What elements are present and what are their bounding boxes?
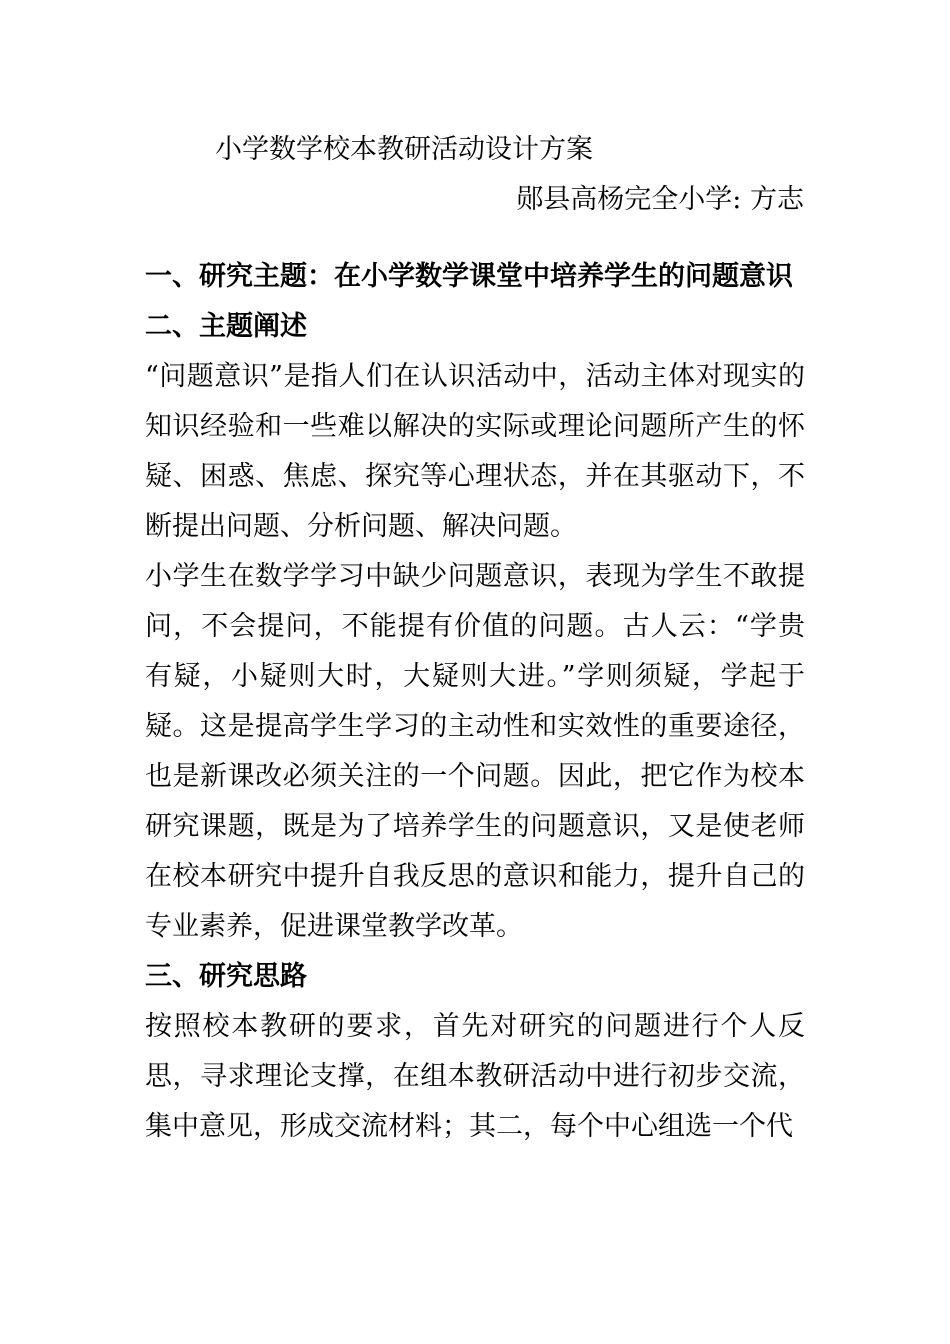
document-title: 小学数学校本教研活动设计方案 xyxy=(215,134,593,165)
section-3-paragraph-1: 按照校本教研的要求，首先对研究的问题进行个人反思，寻求理论支撑，在组本教研活动中进行初步交流，集中意见，形成交流材料；其二，每个中心组选一个代 xyxy=(145,1011,805,1142)
section-1-heading: 一、研究主题：在小学数学课堂中培养学生的问题意识 xyxy=(145,261,793,292)
section-3-heading: 三、研究思路 xyxy=(145,961,307,992)
section-2-heading: 二、主题阐述 xyxy=(145,311,307,342)
section-2-paragraph-2: 小学生在数学学习中缺少问题意识，表现为学生不敢提问，不会提问，不能提有价值的问题。古人云：“学贵有疑，小疑则大时，大疑则大进。”学则须疑，学起于疑。这是提高学生学习的主动性和实效性的重要途径，也是新课改必须关注的一个问题。因此，把它作为校本研究课题，既是为了培养学生的问题意识，又是使老师在校本研究中提升自我反思的意识和能力，提升自己的专业素养，促进课堂教学改革。 xyxy=(145,561,805,942)
document-body xyxy=(145,252,805,1152)
section-2-paragraph-1: “问题意识”是指人们在认识活动中，活动主体对现实的知识经验和一些难以解决的实际或理论问题所产生的怀疑、困惑、焦虑、探究等心理状态，并在其驱动下，不断提出问题、分析问题、解决问题。 xyxy=(145,361,805,542)
document-author: 郧县高杨完全小学: 方志 xyxy=(516,184,804,215)
